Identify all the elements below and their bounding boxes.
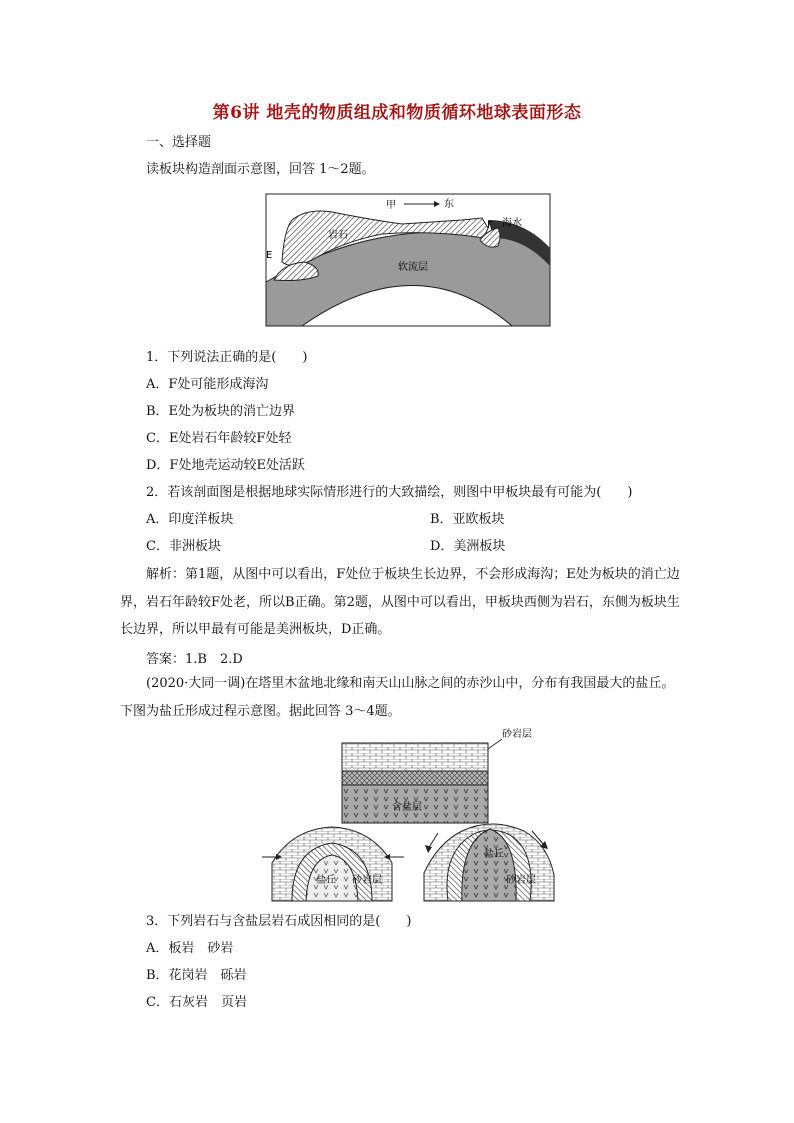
q2-option-d[interactable]: D．美洲板块	[430, 539, 506, 554]
label-hanyanceng: 含盐层	[392, 802, 422, 813]
label-f: F	[487, 220, 493, 231]
label-haishui: 海水	[502, 218, 522, 229]
analysis-paragraph	[120, 561, 680, 644]
label-dong: 东	[444, 199, 454, 210]
q3-option-c[interactable]: C．石灰岩 页岩	[146, 995, 247, 1010]
label-yanqiu-left: 盐丘	[316, 875, 336, 886]
answer-line: 答案：1.B 2.D	[146, 652, 243, 667]
intro-text-1: 读板块构造剖面示意图，回答 1～2题。	[146, 162, 375, 177]
q1-option-d[interactable]: D．F处地壳运动较E处活跃	[146, 458, 305, 473]
right-slide-arrow-left-head	[425, 845, 432, 853]
label-jia: 甲	[386, 200, 396, 211]
label-shayanceng-left: 砂岩层	[352, 875, 382, 886]
q2-option-b[interactable]: B．亚欧板块	[430, 512, 505, 527]
label-ruanliuceng: 软流层	[398, 262, 428, 273]
label-e: E	[266, 250, 273, 261]
q3-option-a[interactable]: A．板岩 砂岩	[146, 941, 234, 956]
label-shayanceng-right: 砂岩层	[506, 875, 536, 886]
salt-dome-figure	[262, 723, 562, 903]
q1-option-a[interactable]: A．F处可能形成海沟	[146, 377, 269, 392]
label-yanshi: 岩石	[328, 230, 348, 241]
q2-option-a[interactable]: A．印度洋板块	[146, 512, 234, 527]
label-yanqiu-right: 盐丘	[484, 849, 504, 860]
section-heading: 一、选择题	[146, 135, 212, 150]
q3-option-b[interactable]: B．花岗岩 砾岩	[146, 968, 247, 983]
label-shayanceng: 砂岩层	[502, 729, 532, 740]
q1-option-c[interactable]: C．E处岩石年龄较F处轻	[146, 431, 292, 446]
intro-paragraph-2	[120, 670, 680, 725]
middle-layer	[342, 771, 488, 785]
analysis-text: 解析：第1题，从图中可以看出，F处位于板块生长边界，不会形成海沟；E处为板块的消亡边界，岩石年龄较F处老，所以B正确。第2题，从图中可以看出，甲板块西侧为岩石，东侧为板块生长边界，所以甲最有可能是美洲板块，D正确。	[120, 567, 680, 637]
q2-stem: 2．若该剖面图是根据地球实际情形进行的大致描绘，则图中甲板块最有可能为( )	[146, 485, 633, 500]
q3-stem: 3．下列岩石与含盐层岩石成因相同的是( )	[146, 914, 412, 929]
sandstone-pointer	[488, 739, 502, 749]
page-title: 第6讲 地壳的物质组成和物质循环地球表面形态	[212, 103, 582, 123]
q1-stem: 1．下列说法正确的是( )	[146, 350, 308, 365]
plate-section-figure	[262, 190, 552, 330]
intro-text-2: (2020·大同一调)在塔里木盆地北缘和南天山山脉之间的赤沙山中，分布有我国最大的盐丘。下图为盐丘形成过程示意图。据此回答 3～4题。	[120, 676, 675, 719]
sandstone-block	[342, 743, 488, 771]
q1-option-b[interactable]: B．E处为板块的消亡边界	[146, 404, 296, 419]
q2-option-c[interactable]: C．非洲板块	[146, 539, 221, 554]
